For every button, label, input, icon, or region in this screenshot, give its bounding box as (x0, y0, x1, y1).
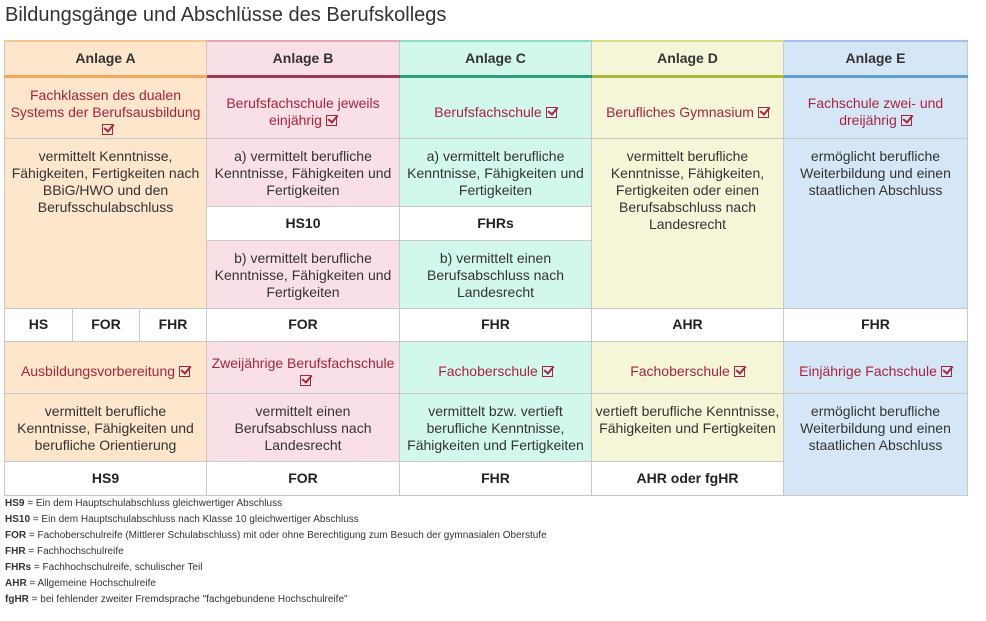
overview-table (4, 40, 968, 496)
degree-ahr-fghr: AHR oder fgHR (592, 461, 784, 495)
link-label: Berufliches Gymnasium (606, 103, 754, 120)
external-link-check-icon (734, 366, 745, 377)
link-label: Fachschule zwei- und dreijährig (807, 95, 944, 128)
link-label: Fachoberschule (438, 363, 538, 379)
link-einjaehrige-fachschule[interactable] (784, 341, 968, 393)
header-anlage-a: Anlage A (5, 41, 207, 76)
legend-item: FOR = Fachoberschulreife (Mittlerer Schulabschluss) mit oder ohne Berechtigung zum Besuch der gymnasialen Oberstufe (5, 530, 547, 541)
legend-item: FHR = Fachhochschulreife (5, 546, 124, 557)
external-link-check-icon (179, 366, 190, 377)
page-title: Bildungsgänge und Abschlüsse des Berufskollegs (5, 4, 447, 26)
degree-fhr: FHR (140, 308, 207, 341)
external-link-check-icon (300, 375, 311, 386)
degree-hs9: HS9 (5, 461, 207, 495)
degree-hs: HS (5, 308, 73, 341)
degree-d: AHR (592, 308, 784, 341)
external-link-check-icon (326, 115, 337, 126)
degree-b: FOR (207, 308, 400, 341)
external-link-check-icon (546, 107, 557, 118)
description-anlage-b-b: b) vermittelt berufliche Kenntnisse, Fähigkeiten und Fertigkeiten (207, 240, 400, 308)
link-label: Berufsfachschule (434, 103, 542, 120)
description-einjaehrige-fachschule: ermöglicht berufliche Weiterbildung und einen staatlichen Abschluss (784, 393, 968, 495)
degree-e: FHR (784, 308, 968, 341)
legend-item: HS9 = Ein dem Hauptschulabschluss gleichwertiger Abschluss (5, 498, 283, 509)
link-fachoberschule-c[interactable] (400, 341, 592, 393)
degree-hs10: HS10 (207, 206, 400, 240)
link-zweijaehrige-berufsfachschule[interactable] (207, 341, 400, 393)
legend-item: AHR = Allgemeine Hochschulreife (5, 578, 156, 589)
abbreviation-legend (5, 496, 547, 608)
link-fachklassen-duales-system[interactable] (5, 76, 207, 138)
description-anlage-d: vermittelt berufliche Kenntnisse, Fähigkeiten, Fertigkeiten oder einen Berufsabschluss nach Landesrecht (592, 138, 784, 308)
legend-item: fgHR = bei fehlender zweiter Fremdsprache "fachgebundene Hochschulreife" (5, 594, 348, 605)
header-anlage-c: Anlage C (400, 41, 592, 76)
header-anlage-d: Anlage D (592, 41, 784, 76)
header-anlage-e: Anlage E (784, 41, 968, 76)
link-fachschule[interactable] (784, 76, 968, 138)
external-link-check-icon (102, 124, 113, 135)
link-ausbildungsvorbereitung[interactable] (5, 341, 207, 393)
description-fachoberschule-c: vermittelt bzw. vertieft berufliche Kenntnisse, Fähigkeiten und Fertigkeiten (400, 393, 592, 461)
legend-item: FHRs = Fachhochschulreife, schulischer Teil (5, 562, 203, 573)
header-anlage-b: Anlage B (207, 41, 400, 76)
description-anlage-c-a: a) vermittelt berufliche Kenntnisse, Fähigkeiten und Fertigkeiten (400, 138, 592, 206)
description-ausbildungsvorbereitung: vermittelt berufliche Kenntnisse, Fähigkeiten und berufliche Orientierung (5, 393, 207, 461)
link-berufliches-gymnasium[interactable] (592, 76, 784, 138)
description-anlage-b-a: a) vermittelt berufliche Kenntnisse, Fähigkeiten und Fertigkeiten (207, 138, 400, 206)
external-link-check-icon (758, 107, 769, 118)
description-anlage-c-b: b) vermittelt einen Berufsabschluss nach Landesrecht (400, 240, 592, 308)
link-label: Ausbildungsvorbereitung (20, 363, 176, 379)
external-link-check-icon (542, 366, 553, 377)
link-label: Fachoberschule (630, 363, 730, 379)
legend-item: HS10 = Ein dem Hauptschulabschluss nach Klasse 10 gleichwertiger Abschluss (5, 514, 359, 525)
link-berufsfachschule-einjaehrig[interactable] (207, 76, 400, 138)
external-link-check-icon (901, 115, 912, 126)
description-anlage-a: vermittelt Kenntnisse, Fähigkeiten, Fertigkeiten nach BBiG/HWO und den Berufsschulabschluss (5, 138, 207, 308)
degree-fhr-c: FHR (400, 461, 592, 495)
description-zweijaehrige-bfs: vermittelt einen Berufsabschluss nach Landesrecht (207, 393, 400, 461)
degree-for-b: FOR (207, 461, 400, 495)
link-label: Berufsfachschule jeweils einjährig (226, 95, 380, 128)
degree-c: FHR (400, 308, 592, 341)
link-label: Einjährige Fachschule (799, 363, 937, 379)
description-fachoberschule-d: vertieft berufliche Kenntnisse, Fähigkeiten und Fertigkeiten (592, 393, 784, 461)
link-fachoberschule-d[interactable] (592, 341, 784, 393)
link-berufsfachschule[interactable] (400, 76, 592, 138)
external-link-check-icon (941, 366, 952, 377)
degree-for: FOR (73, 308, 140, 341)
description-anlage-e: ermöglicht berufliche Weiterbildung und einen staatlichen Abschluss (784, 138, 968, 308)
link-label: Fachklassen des dualen Systems der Berufsausbildung (10, 86, 201, 120)
link-label: Zweijährige Berufsfachschule (211, 354, 395, 371)
degree-fhrs: FHRs (400, 206, 592, 240)
